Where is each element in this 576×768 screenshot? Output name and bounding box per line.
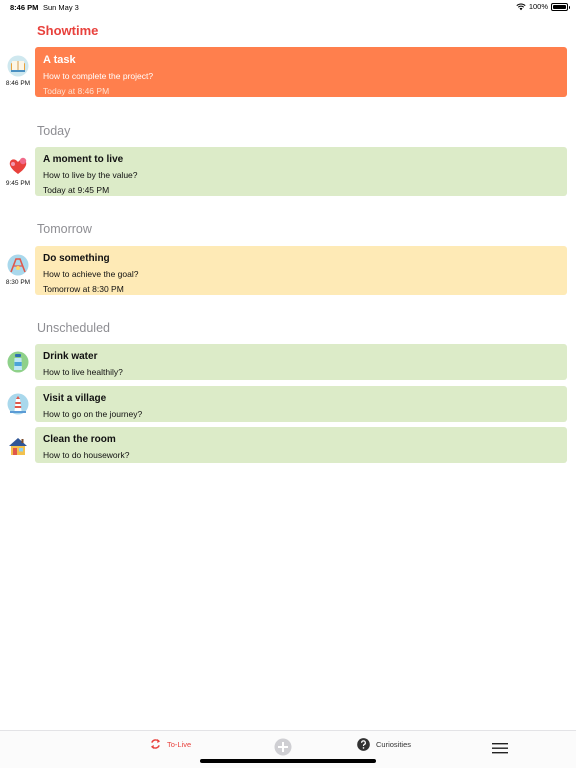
section-title-today: Today bbox=[37, 124, 71, 138]
task-card[interactable] bbox=[35, 386, 567, 422]
task-card[interactable] bbox=[35, 427, 567, 463]
task-subtitle: How to live healthily? bbox=[43, 367, 123, 377]
task-side-time: 8:46 PM bbox=[5, 80, 31, 87]
status-date: Sun May 3 bbox=[43, 3, 79, 12]
status-indicators bbox=[516, 2, 568, 11]
battery-percent: 100% bbox=[528, 2, 548, 11]
status-time: 8:46 PM bbox=[10, 3, 39, 12]
task-subtitle: How to do housework? bbox=[43, 450, 130, 460]
task-subtitle: How to achieve the goal? bbox=[43, 269, 139, 279]
task-card[interactable] bbox=[35, 344, 567, 380]
task-side-marker bbox=[4, 55, 32, 87]
home-indicator[interactable] bbox=[200, 759, 376, 763]
water-bottle-icon bbox=[7, 351, 29, 373]
section-title-unscheduled: Unscheduled bbox=[37, 321, 110, 335]
refresh-icon bbox=[150, 738, 161, 750]
task-when: Tomorrow at 8:30 PM bbox=[43, 284, 124, 294]
status-bar bbox=[0, 0, 576, 16]
task-when: Today at 8:46 PM bbox=[43, 86, 110, 96]
tab-to-live[interactable] bbox=[150, 738, 191, 750]
task-side-marker bbox=[4, 393, 32, 415]
task-subtitle: How to live by the value? bbox=[43, 170, 138, 180]
task-side-time: 8:30 PM bbox=[5, 279, 31, 286]
task-subtitle: How to go on the journey? bbox=[43, 409, 143, 419]
book-icon bbox=[7, 55, 29, 77]
lighthouse-icon bbox=[7, 393, 29, 415]
tab-to-live-label: To-Live bbox=[167, 739, 192, 749]
wifi-icon bbox=[516, 3, 526, 11]
task-title: Do something bbox=[43, 253, 110, 264]
task-side-marker bbox=[4, 435, 32, 457]
task-side-time: 9:45 PM bbox=[5, 180, 31, 187]
question-icon bbox=[357, 738, 370, 751]
tab-curiosities[interactable] bbox=[357, 738, 411, 751]
task-title: A task bbox=[43, 54, 76, 66]
playground-icon bbox=[7, 254, 29, 276]
task-when: Today at 9:45 PM bbox=[43, 185, 110, 195]
plus-icon bbox=[274, 738, 292, 756]
task-title: Clean the room bbox=[43, 434, 116, 445]
heart-icon bbox=[7, 155, 29, 177]
section-title-tomorrow: Tomorrow bbox=[37, 222, 92, 236]
task-card[interactable] bbox=[35, 246, 567, 295]
task-side-marker bbox=[4, 254, 32, 286]
section-title-showtime: Showtime bbox=[37, 23, 99, 38]
house-icon bbox=[7, 435, 29, 457]
task-side-marker bbox=[4, 155, 32, 187]
task-title: A moment to live bbox=[43, 154, 124, 165]
battery-icon bbox=[551, 3, 568, 11]
add-button[interactable] bbox=[274, 738, 292, 756]
task-card[interactable] bbox=[35, 147, 567, 196]
task-side-marker bbox=[4, 351, 32, 373]
hamburger-menu-icon bbox=[492, 743, 508, 754]
task-title: Drink water bbox=[43, 351, 98, 362]
task-title: Visit a village bbox=[43, 393, 107, 404]
task-card[interactable] bbox=[35, 47, 567, 97]
tab-curiosities-label: Curiosities bbox=[376, 740, 412, 749]
menu-button[interactable] bbox=[492, 743, 508, 754]
task-subtitle: How to complete the project? bbox=[43, 71, 154, 81]
